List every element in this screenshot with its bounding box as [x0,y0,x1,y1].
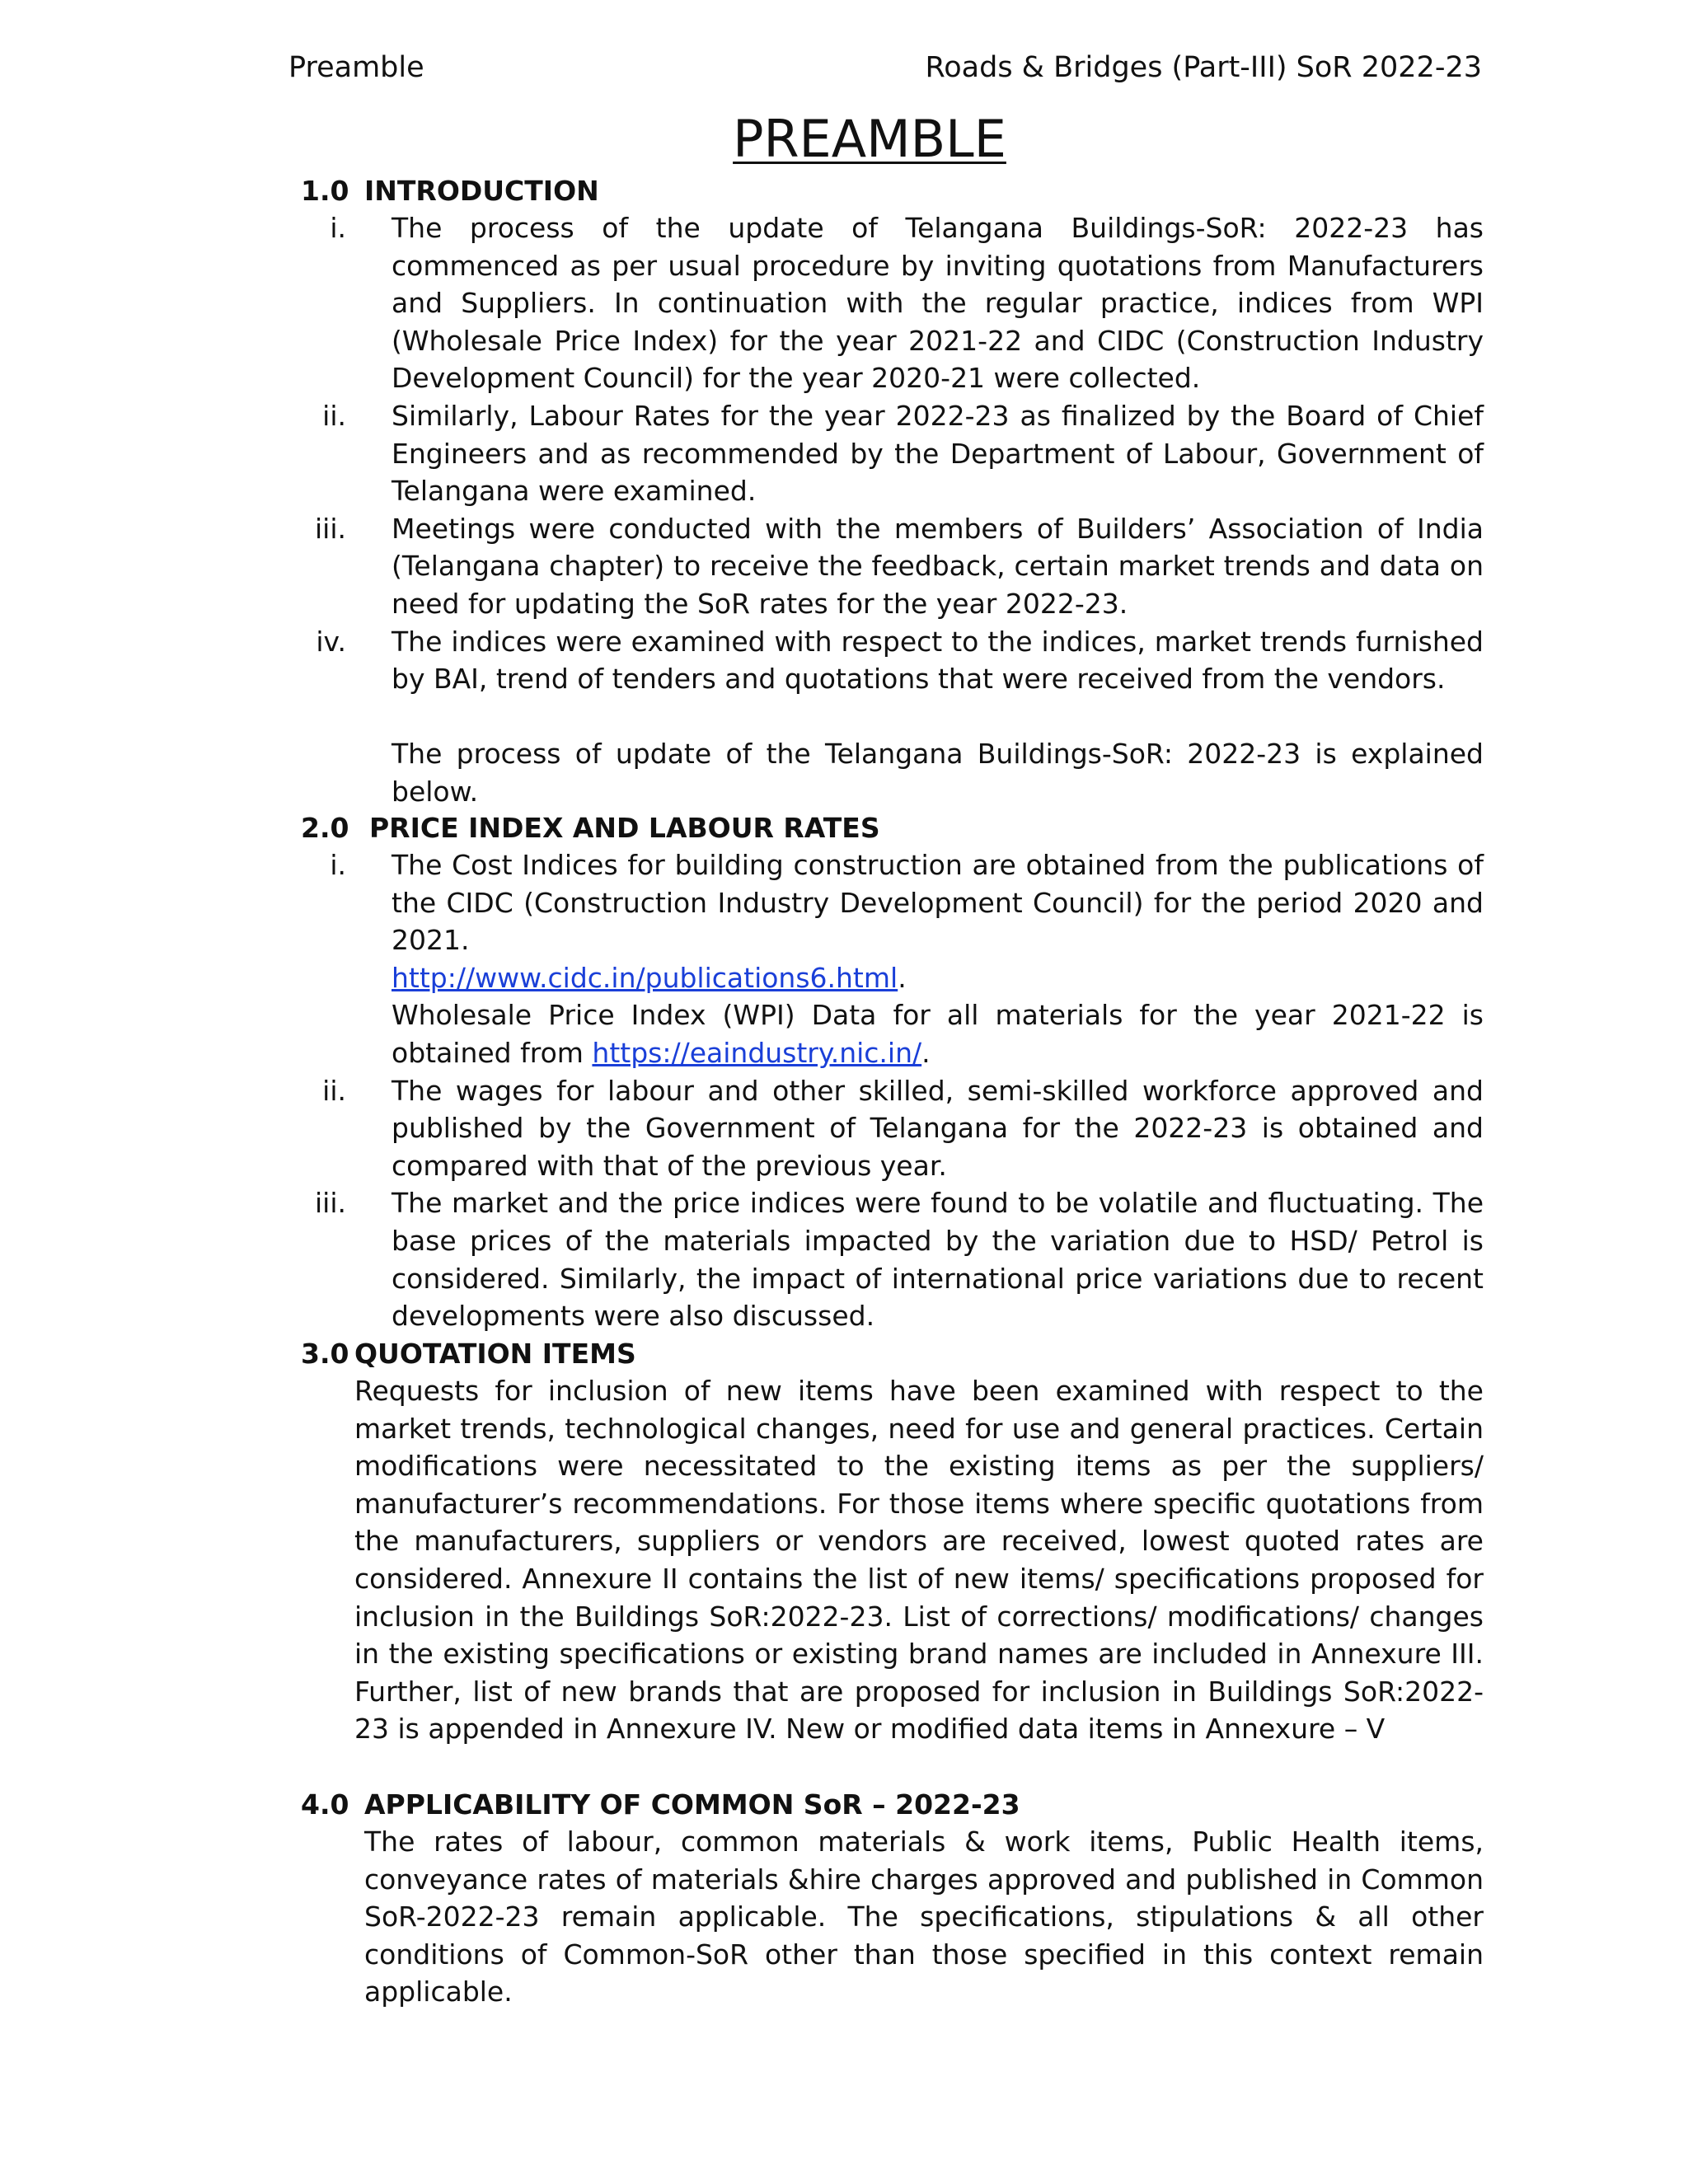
item-number: iii. [315,1187,346,1220]
section-number: 4.0 [301,1788,349,1821]
item-text-2: Wholesale Price Index (WPI) Data for all materials for the year 2021-22 is obtained from [392,999,1484,1069]
list-item [301,510,1484,623]
cidc-link[interactable]: http://www.cidc.in/publications6.html [392,961,898,994]
section-price-index [301,810,1484,1335]
list-item [301,209,1484,397]
page-title: PREAMBLE [733,109,1006,169]
section-body: Requests for inclusion of new items have been examined with respect to the market trends, technological changes, need for use and general practices. Certain modifications were necessitated to the existing items as per the suppliers/ manufacturer’s recommendations. For those items where specific quotations from the manufacturers, suppliers or vendors are received, lowest quoted rates are considered. Annexure II contains the list of new items/ specifications proposed for inclusion in the Buildings SoR:2022-23. List of corrections/ modifications/ changes in the existing specifications or existing brand names are included in Annexure III. Further, list of new brands that are proposed for inclusion in Buildings SoR:2022-23 is appended in Annexure IV. New or modified data items in Annexure – V [354,1375,1484,1746]
list-item [301,397,1484,510]
item-number: iv. [316,625,346,658]
section-quotation-items [301,1336,1484,1748]
item-number: i. [330,212,346,244]
section-heading [301,1336,1484,1372]
item-number: iii. [315,512,346,545]
link-suffix: . [921,1036,931,1069]
section-number: 1.0 [301,175,349,207]
list-item [301,1184,1484,1334]
list-item [301,846,1484,1072]
closing-paragraph: The process of update of the Telangana Buildings-SoR: 2022-23 is explained below. [392,738,1484,808]
section-heading [301,810,1484,846]
list-item [301,1072,1484,1185]
item-text: The indices were examined with respect to the indices, market trends furnished by BAI, trend of tenders and quotations that were received from the vendors. [392,625,1484,696]
item-text: The wages for labour and other skilled, semi-skilled workforce approved and published by the Government of Telangana for the 2022-23 is obtained and compared with that of the previous year. [392,1074,1484,1182]
item-text: The process of the update of Telangana Buildings-SoR: 2022-23 has commenced as per usual procedure by inviting quotations from Manufacturers and Suppliers. In continuation with the regular practice, indices from WPI (Wholesale Price Index) for the year 2021-22 and CIDC (Construction Industry Development Council) for the year 2020-21 were collected. [392,212,1484,395]
section-title: QUOTATION ITEMS [354,1338,636,1370]
section-body: The rates of labour, common materials & work items, Public Health items, conveyance rates of materials &hire charges approved and published in Common SoR-2022-23 remain applicable. The specifications, stipulations & all other conditions of Common-SoR other than those specified in this context remain applicable. [364,1825,1484,2008]
section-title: PRICE INDEX AND LABOUR RATES [369,812,880,844]
section-title: INTRODUCTION [364,175,599,207]
section-number: 2.0 [301,812,349,844]
item-text: The Cost Indices for building construction are obtained from the publications of the CIDC (Construction Industry Development Council) for the period 2020 and 2021. [392,849,1484,957]
section-heading [301,173,1484,209]
section-heading [301,1787,1484,1823]
item-text: Similarly, Labour Rates for the year 2022-23 as finalized by the Board of Chief Engineers and as recommended by the Department of Labour, Government of Telangana were examined. [392,399,1484,508]
item-number: i. [330,849,346,881]
eaindustry-link[interactable]: https://eaindustry.nic.in/ [592,1036,922,1069]
item-number: ii. [322,399,346,432]
item-number: ii. [322,1074,346,1107]
section-introduction [301,173,1484,811]
item-text: Meetings were conducted with the members of Builders’ Association of India (Telangana chapter) to receive the feedback, certain market trends and data on need for updating the SoR rates for the year 2022-23. [392,512,1484,620]
header-left: Preamble [288,51,424,84]
link-suffix: . [898,961,907,994]
list-item [301,623,1484,698]
section-applicability [301,1787,1484,2011]
header-right: Roads & Bridges (Part-III) SoR 2022-23 [925,51,1482,84]
item-text: The market and the price indices were found to be volatile and fluctuating. The base prices of the materials impacted by the variation due to HSD/ Petrol is considered. Similarly, the impact of international price variations due to recent developments were also discussed. [392,1187,1484,1333]
section-number: 3.0 [301,1338,349,1370]
section-title: APPLICABILITY OF COMMON SoR – 2022-23 [364,1788,1020,1821]
